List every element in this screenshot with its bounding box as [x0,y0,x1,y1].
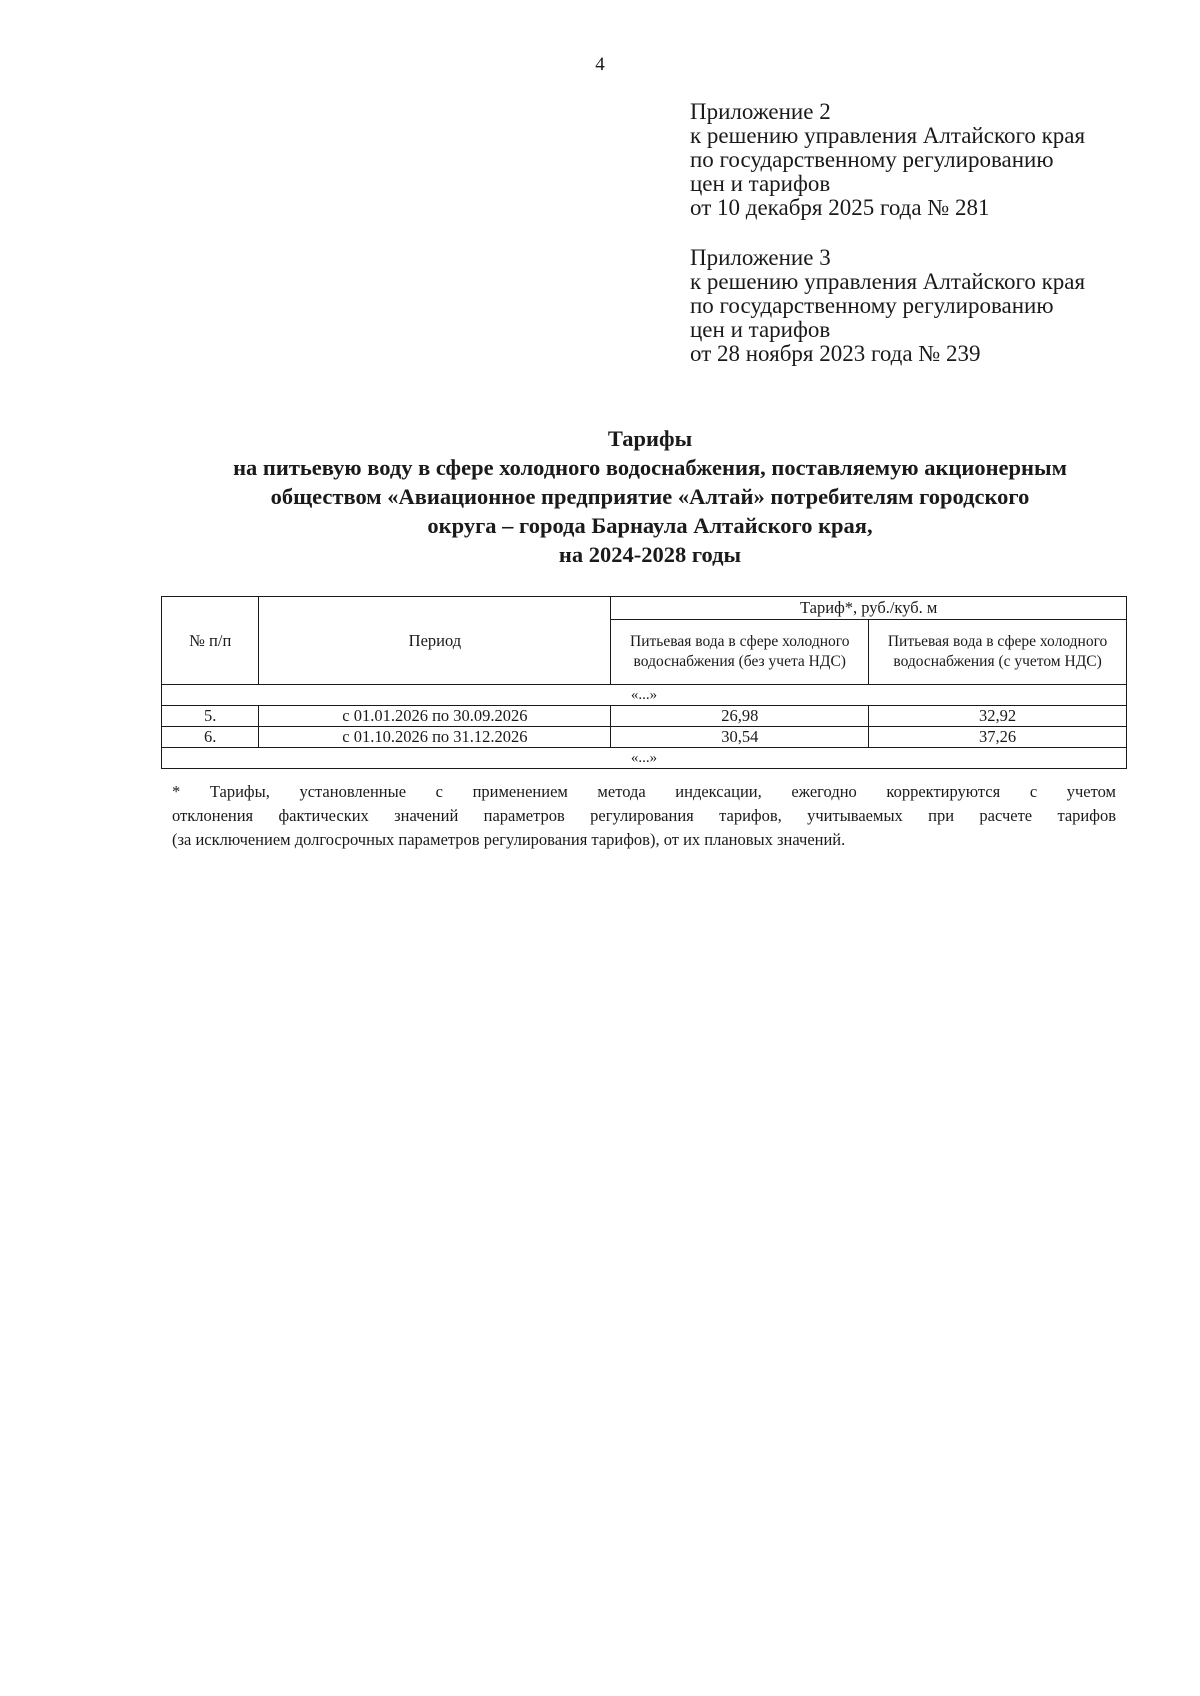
header-tariff-group: Тариф*, руб./куб. м [611,597,1127,620]
footnote-line: * Тарифы, установленные с применением метода индексации, ежегодно корректируются с учетом [172,782,1116,801]
header-with-vat: Питьевая вода в сфере холодного водоснабжения (с учетом НДС) [869,620,1127,685]
cell-num: 6. [162,727,259,748]
table-ellipsis-row [162,748,1127,769]
page-number: 4 [595,54,605,75]
document-title [150,424,1150,569]
cell-with-vat: 37,26 [869,727,1127,748]
title-line: обществом «Авиационное предприятие «Алтай» потребителям городского [270,484,1030,509]
appendix-2-line: к решению управления Алтайского края [690,123,1086,148]
header-no-vat: Питьевая вода в сфере холодного водоснабжения (без учета НДС) [611,620,869,685]
title-line: Тарифы [607,426,693,451]
appendix-2-line: Приложение 2 [690,99,831,124]
ellipsis-cell: «...» [162,685,1127,706]
table-row [162,727,1127,748]
cell-period: с 01.01.2026 по 30.09.2026 [259,706,611,727]
header-num: № п/п [162,597,259,685]
table-header-row [162,597,1127,620]
appendix-2-line: по государственному регулированию [690,147,1054,172]
tariff-table [161,596,1127,769]
header-period: Период [259,597,611,685]
appendix-3-line: от 28 ноября 2023 года № 239 [690,341,981,366]
title-line: на питьевую воду в сфере холодного водоснабжения, поставляемую акционерным [233,455,1067,480]
footnote-line: отклонения фактических значений параметров регулирования тарифов, учитываемых при расчете тарифов [172,806,1116,825]
cell-no-vat: 30,54 [611,727,869,748]
table-row [162,706,1127,727]
appendix-3-line: по государственному регулированию [690,293,1054,318]
appendix-2-line: от 10 декабря 2025 года № 281 [690,195,990,220]
title-line: на 2024-2028 годы [558,542,742,567]
table-ellipsis-row [162,685,1127,706]
footnote-line: (за исключением долгосрочных параметров регулирования тарифов), от их плановых значений. [172,830,846,849]
cell-with-vat: 32,92 [869,706,1127,727]
footnote [172,780,1116,852]
cell-period: с 01.10.2026 по 31.12.2026 [259,727,611,748]
title-line: округа – города Барнаула Алтайского края, [427,513,873,538]
appendix-2-line: цен и тарифов [690,171,831,196]
appendix-3-header [690,246,1085,366]
cell-no-vat: 26,98 [611,706,869,727]
appendix-3-line: к решению управления Алтайского края [690,269,1086,294]
appendix-3-line: цен и тарифов [690,317,831,342]
appendix-3-line: Приложение 3 [690,245,831,270]
appendix-2-header [690,100,1085,220]
cell-num: 5. [162,706,259,727]
ellipsis-cell: «...» [162,748,1127,769]
